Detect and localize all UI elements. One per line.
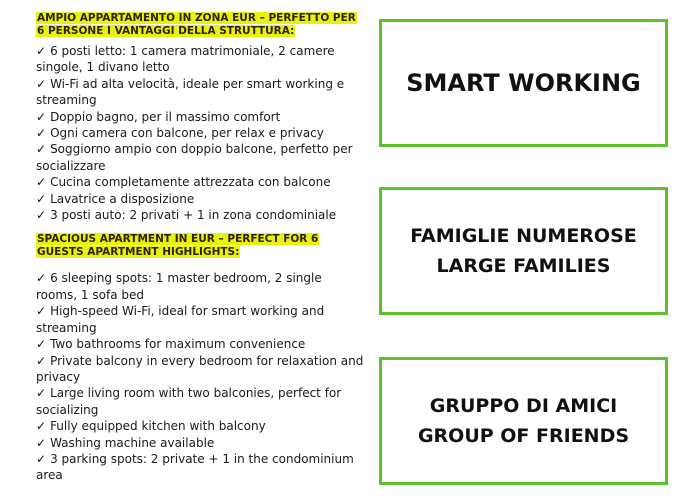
list-item: ✓ Fully equipped kitchen with balcony <box>36 419 266 434</box>
list-item: ✓ Cucina completamente attrezzata con balcone <box>36 175 331 190</box>
check-icon: ✓ <box>36 44 47 58</box>
list-item: ✓ 6 sleeping spots: 1 master bedroom, 2 single rooms, 1 sofa bed <box>36 271 322 302</box>
list-item: ✓ Ogni camera con balcone, per relax e privacy <box>36 126 324 141</box>
list-item: ✓ High-speed Wi-Fi, ideal for smart working and streaming <box>36 304 325 335</box>
list-item: ✓ Private balcony in every bedroom for relaxation and privacy <box>36 353 364 384</box>
smart-working-box <box>379 19 668 147</box>
italian-feature-list <box>36 43 366 223</box>
check-icon: ✓ <box>36 271 47 286</box>
check-icon: ✓ <box>36 419 47 434</box>
features-column <box>36 12 366 484</box>
list-item: ✓ Lavatrice a disposizione <box>36 191 195 206</box>
box-title-italian: GRUPPO DI AMICI <box>429 395 618 417</box>
box-title: SMART WORKING <box>406 69 641 97</box>
list-item: ✓ Washing machine available <box>36 435 215 450</box>
section-spacer <box>36 223 366 233</box>
group-of-friends-box <box>379 357 668 485</box>
check-icon: ✓ <box>36 175 47 190</box>
check-icon: ✓ <box>36 304 47 319</box>
check-icon: ✓ <box>36 353 47 368</box>
english-feature-list <box>36 270 366 483</box>
large-families-box <box>379 187 668 315</box>
list-item: ✓ 6 posti letto: 1 camera matrimoniale, 2 camere singole, 1 divano letto <box>36 44 335 75</box>
english-heading: SPACIOUS APARTMENT IN EUR – PERFECT FOR 6 GUESTS APARTMENT HIGHLIGHTS: <box>37 233 319 259</box>
check-icon: ✓ <box>36 76 47 91</box>
check-icon: ✓ <box>36 435 47 450</box>
check-icon: ✓ <box>36 337 47 352</box>
italian-heading: AMPIO APPARTAMENTO IN ZONA EUR – PERFETTO PER 6 PERSONE I VANTAGGI DELLA STRUTTURA: <box>37 12 356 37</box>
list-item: ✓ 3 posti auto: 2 privati + 1 in zona condominiale <box>36 208 337 223</box>
list-item: ✓ 3 parking spots: 2 private + 1 in the condominium area <box>36 451 354 483</box>
check-icon: ✓ <box>36 451 47 466</box>
check-icon: ✓ <box>36 142 47 157</box>
check-icon: ✓ <box>36 191 47 206</box>
check-icon: ✓ <box>36 126 47 141</box>
check-icon: ✓ <box>36 386 47 401</box>
list-item: ✓ Wi-Fi ad alta velocità, ideale per smart working e streaming <box>36 76 345 108</box>
box-title-english: LARGE FAMILIES <box>436 255 611 277</box>
list-item: ✓ Doppio bagno, per il massimo comfort <box>36 109 281 124</box>
box-title-italian: FAMIGLIE NUMEROSE <box>410 225 637 247</box>
check-icon: ✓ <box>36 208 47 223</box>
list-item: ✓ Two bathrooms for maximum convenience <box>36 337 306 352</box>
list-item: ✓ Large living room with two balconies, perfect for socializing <box>36 386 342 417</box>
box-title-english: GROUP OF FRIENDS <box>417 425 630 447</box>
list-item: ✓ Soggiorno ampio con doppio balcone, perfetto per socializzare <box>36 142 353 173</box>
check-icon: ✓ <box>36 109 47 124</box>
